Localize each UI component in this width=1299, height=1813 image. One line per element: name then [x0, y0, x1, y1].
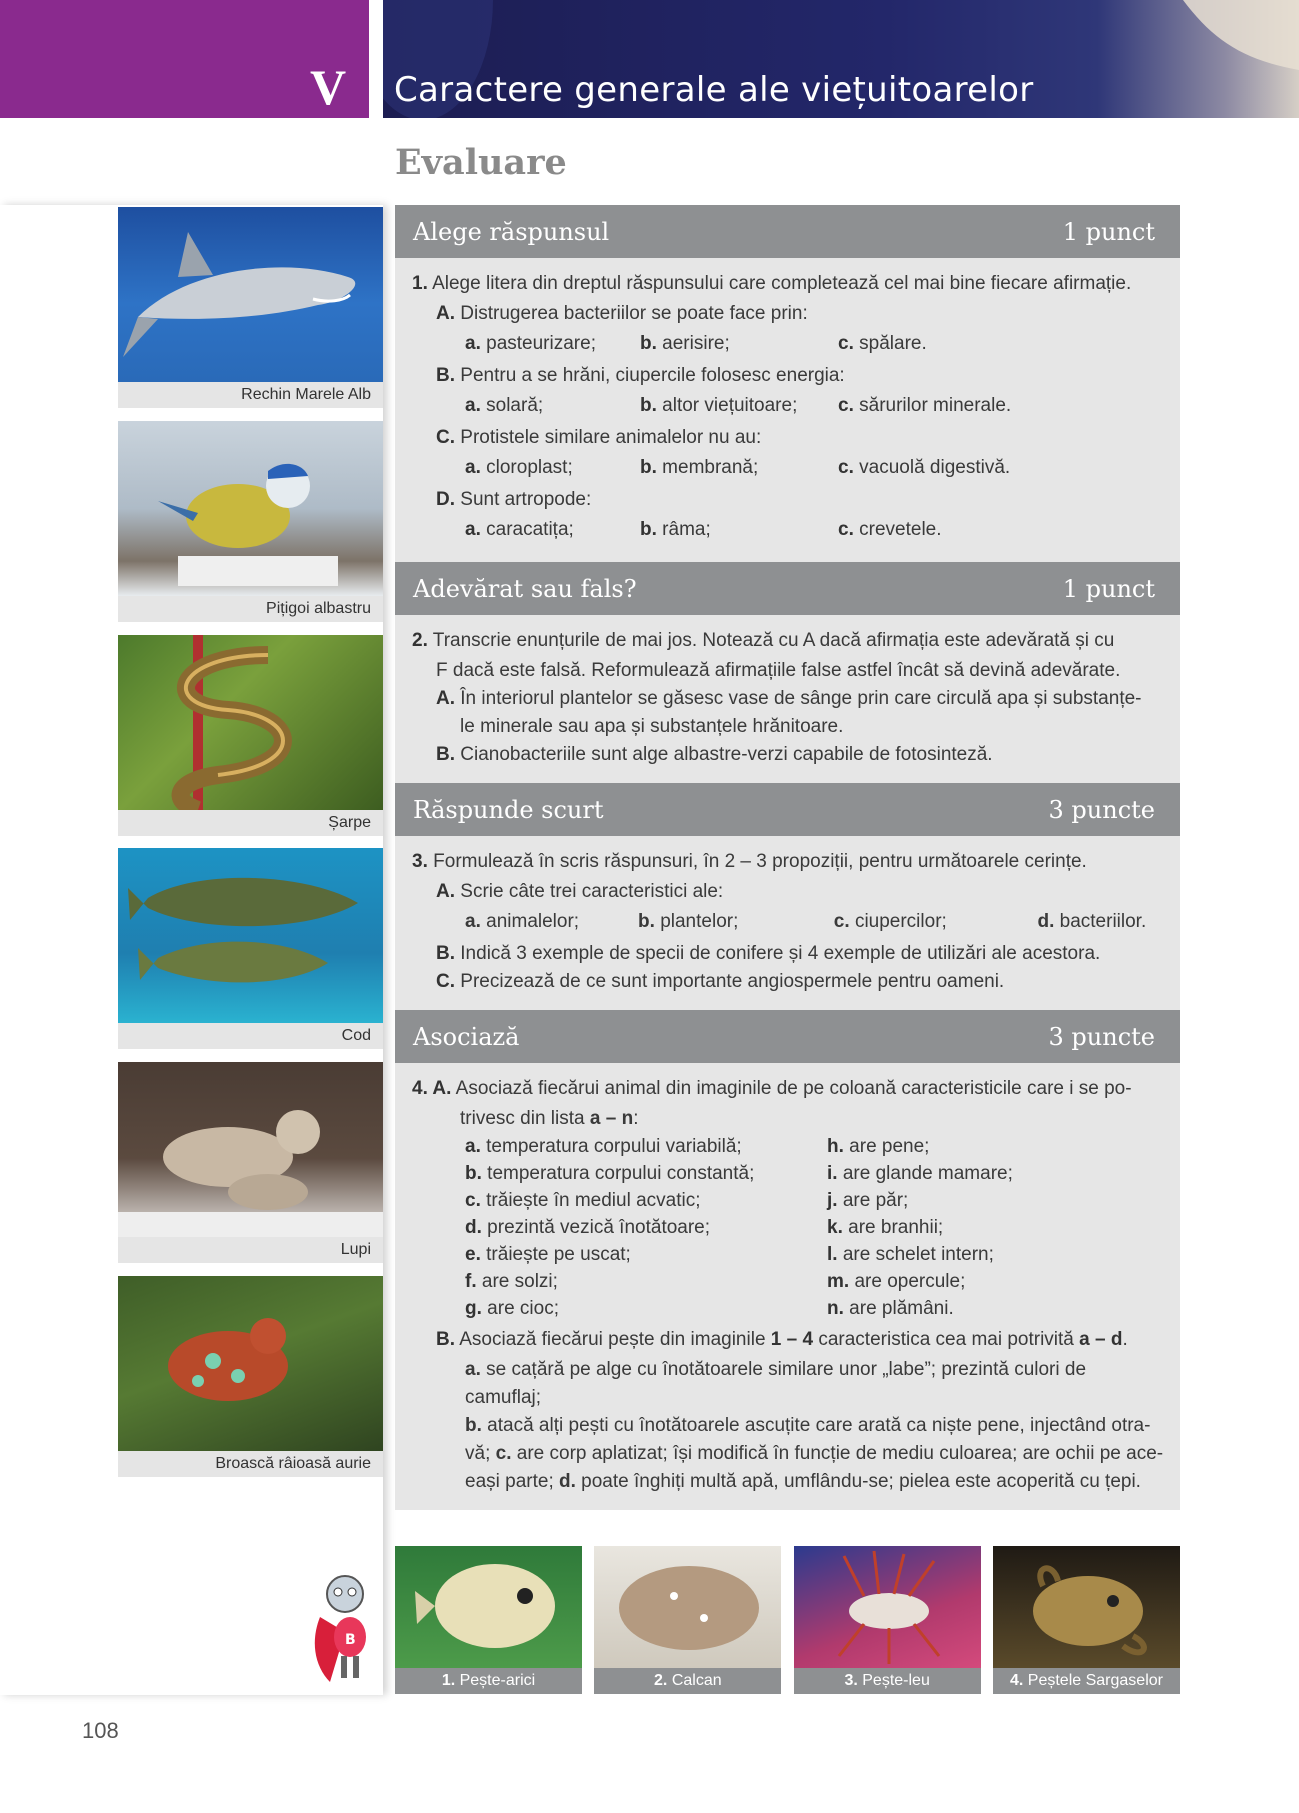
- option-letter: d.: [1037, 911, 1055, 932]
- option: [638, 908, 834, 936]
- item-text: are branhii;: [848, 1217, 944, 1238]
- fish-figure: [794, 1546, 981, 1694]
- fish-number: 2.: [654, 1672, 668, 1689]
- item-text: are păr;: [842, 1190, 909, 1211]
- fish-number: 4.: [1009, 1672, 1024, 1689]
- sub-label: A.: [436, 688, 455, 709]
- sub-question: [412, 486, 1166, 514]
- sub-question: [412, 878, 1166, 906]
- list-item: [827, 1187, 1187, 1214]
- text: se cațără pe alge cu înotătoarele similare unor „labe”; prezintă culori de camuflaj;: [465, 1359, 1087, 1408]
- sub-question: [412, 362, 1166, 390]
- section-title: Alege răspunsul: [413, 217, 610, 246]
- option-text: bacteriilor.: [1059, 911, 1147, 932]
- section-true-false: [395, 562, 1180, 783]
- sub-question: [412, 741, 1166, 769]
- item-text: temperatura corpului variabilă;: [486, 1136, 742, 1157]
- chapter-number: V: [310, 59, 347, 115]
- fish-caption: [395, 1668, 582, 1694]
- section-points: 1 punct: [1062, 217, 1155, 246]
- sub-text: În interiorul plantelor se găsesc vase de sânge prin care circulă apa și substanțe-: [460, 688, 1142, 709]
- item-letter: a.: [465, 1136, 481, 1157]
- item-letter: n.: [827, 1298, 844, 1319]
- sub-question: [412, 300, 1166, 328]
- caption: Lupi: [118, 1237, 383, 1263]
- sub-question: [412, 940, 1166, 968]
- option-letter: c.: [838, 395, 854, 416]
- flatfish-icon: [594, 1546, 781, 1668]
- option-text: râma;: [662, 519, 711, 540]
- sub-text: Distrugerea bacteriilor se poate face prin:: [460, 303, 808, 324]
- text: eași parte;: [465, 1471, 559, 1492]
- figure-wolves: [118, 1062, 383, 1263]
- section-points: 3 puncte: [1048, 1022, 1155, 1051]
- item-text: trăiește în mediul acvatic;: [486, 1190, 701, 1211]
- pufferfish-image: [395, 1546, 582, 1668]
- option-text: spălare.: [859, 333, 927, 354]
- item-text: prezintă vezică înotătoare;: [487, 1217, 711, 1238]
- question-text: Asociază fiecărui animal din imaginile de pe coloană caracteristicile care i se po-: [455, 1078, 1132, 1099]
- question: [412, 270, 1166, 298]
- option: [838, 330, 1013, 358]
- item-text: are solzi;: [481, 1271, 558, 1292]
- item-text: are cioc;: [487, 1298, 559, 1319]
- item-letter: m.: [827, 1271, 850, 1292]
- option-text: vacuolă digestivă.: [859, 457, 1011, 478]
- item-letter: d.: [465, 1217, 482, 1238]
- section-points: 1 punct: [1062, 574, 1155, 603]
- figure-bluetit: [118, 421, 383, 622]
- section-header: [395, 1010, 1180, 1063]
- question-number: 3.: [412, 851, 428, 872]
- section-title: Adevărat sau fals?: [413, 574, 637, 603]
- item-letter: d.: [559, 1471, 576, 1492]
- question-text-cont: F dacă este falsă. Reformulează afirmațiile false astfel încât să devină adevărate.: [436, 660, 1121, 681]
- option-letter: c.: [833, 911, 850, 932]
- text: .: [1122, 1329, 1128, 1350]
- lionfish-image: [794, 1546, 981, 1668]
- sub-label: B.: [436, 365, 455, 386]
- item-letter: e.: [465, 1244, 481, 1265]
- option-text: plantelor;: [660, 911, 739, 932]
- list-item: [827, 1241, 1187, 1268]
- item-text: are pene;: [849, 1136, 930, 1157]
- list-item: [465, 1295, 827, 1322]
- option-text: ciupercilor;: [854, 911, 947, 932]
- figure-cod: [118, 848, 383, 1049]
- option-text: membrană;: [662, 457, 759, 478]
- text: caracteristica cea mai potrivită: [813, 1329, 1080, 1350]
- question: [412, 848, 1166, 876]
- page-title: Evaluare: [395, 142, 567, 183]
- shark-image: [118, 207, 383, 382]
- caption: Șarpe: [118, 810, 383, 836]
- option: [465, 454, 640, 482]
- item-text: are schelet intern;: [842, 1244, 994, 1265]
- question: [412, 1075, 1166, 1103]
- fish-name: Calcan: [671, 1672, 722, 1689]
- question-text: Alege litera din dreptul răspunsului care completează cel mai bine fiecare afirmație.: [432, 273, 1132, 294]
- list-item: [465, 1187, 827, 1214]
- option-letter: a.: [465, 457, 481, 478]
- section-title: Răspunde scurt: [413, 795, 604, 824]
- fish-figure: [594, 1546, 781, 1694]
- snake-icon: [118, 635, 383, 810]
- text: trivesc din lista: [460, 1108, 590, 1129]
- item-letter: i.: [827, 1163, 838, 1184]
- option: [465, 330, 640, 358]
- frog-icon: [118, 1276, 383, 1451]
- item-text: trăiește pe uscat;: [486, 1244, 631, 1265]
- bird-icon: [118, 421, 383, 596]
- question: [412, 627, 1166, 655]
- sub-text: Protistele similare animalelor nu au:: [460, 427, 762, 448]
- shark-icon: [118, 207, 383, 382]
- fish-icon: [118, 848, 383, 1023]
- item-letter: c.: [465, 1190, 481, 1211]
- section-title: Asociază: [413, 1022, 520, 1051]
- section-choose-answer: [395, 205, 1180, 562]
- text: :: [633, 1108, 639, 1129]
- option-letter: c.: [838, 333, 854, 354]
- question-number: 1.: [412, 273, 428, 294]
- wolves-image: [118, 1062, 383, 1237]
- pufferfish-icon: [395, 1546, 582, 1668]
- text: are corp aplatizat; își modifică în funcție de mediu culoarea; are ochii pe ace-: [511, 1443, 1164, 1464]
- flatfish-image: [594, 1546, 781, 1668]
- sub-label: A.: [436, 303, 455, 324]
- question-text: Transcrie enunțurile de mai jos. Notează cu A dacă afirmația este adevărată și cu: [432, 630, 1115, 651]
- item-letter: b.: [465, 1163, 482, 1184]
- options-row: [412, 908, 1166, 936]
- option-text: altor viețuitoare;: [662, 395, 798, 416]
- options-row: [412, 454, 1166, 482]
- text: vă;: [465, 1443, 496, 1464]
- fish-characteristics: [412, 1356, 1166, 1496]
- sub-text: Pentru a se hrăni, ciupercile folosesc energia:: [460, 365, 845, 386]
- option-text: animalelor;: [486, 911, 580, 932]
- fish-caption: [794, 1668, 981, 1694]
- option-letter: b.: [640, 519, 657, 540]
- option: [640, 392, 838, 420]
- fish-figure: [993, 1546, 1180, 1694]
- options-row: [412, 516, 1166, 544]
- section-header: [395, 205, 1180, 258]
- option: [838, 454, 1013, 482]
- section-short-answer: [395, 783, 1180, 1010]
- item-letter: j.: [827, 1190, 838, 1211]
- option-letter: c.: [838, 519, 854, 540]
- fish-figure: [395, 1546, 582, 1694]
- text: Asociază fiecărui pește din imaginile: [459, 1329, 771, 1350]
- item-letter: k.: [827, 1217, 843, 1238]
- sub-text: Precizează de ce sunt importante angiospermele pentru oameni.: [460, 971, 1005, 992]
- wolf-icon: [118, 1062, 383, 1237]
- caption: Broască râioasă aurie: [118, 1451, 383, 1477]
- sub-text: Cianobacteriile sunt alge albastre-verzi capabile de fotosinteză.: [460, 744, 993, 765]
- option-text: crevetele.: [859, 519, 942, 540]
- line: [465, 1440, 1166, 1468]
- section-body: [395, 1063, 1180, 1510]
- option-letter: c.: [838, 457, 854, 478]
- option-text: caracatița;: [486, 519, 574, 540]
- fish-caption: [594, 1668, 781, 1694]
- caption: Rechin Marele Alb: [118, 382, 383, 408]
- option: [838, 392, 1013, 420]
- range: 1 – 4: [770, 1329, 814, 1350]
- option-text: solară;: [486, 395, 544, 416]
- option-letter: b.: [638, 911, 655, 932]
- option: [640, 330, 838, 358]
- sub-label: A.: [436, 881, 455, 902]
- section-header: [395, 783, 1180, 836]
- caption: Pițigoi albastru: [118, 596, 383, 622]
- snake-image: [118, 635, 383, 810]
- sub-label: D.: [436, 489, 455, 510]
- option: [838, 516, 1013, 544]
- section-header: [395, 562, 1180, 615]
- option: [465, 392, 640, 420]
- option: [465, 516, 640, 544]
- caption: Cod: [118, 1023, 383, 1049]
- sub-label: C.: [436, 971, 455, 992]
- chapter-title: Caractere generale ale viețuitoarelor: [394, 70, 1034, 110]
- option-text: pasteurizare;: [486, 333, 596, 354]
- section-points: 3 puncte: [1048, 795, 1155, 824]
- range: a – d: [1079, 1329, 1123, 1350]
- sub-text-cont: le minerale sau apa și substanțele hrănitoare.: [460, 716, 844, 737]
- list-item: [465, 1160, 827, 1187]
- list-item: [827, 1214, 1187, 1241]
- svg-text:B: B: [345, 1632, 356, 1648]
- evaluation-content: [395, 205, 1180, 1510]
- sub-label: C.: [436, 427, 455, 448]
- sub-label: B.: [436, 1329, 455, 1350]
- list-item: [465, 1268, 827, 1295]
- section-associate: [395, 1010, 1180, 1510]
- sub-label: B.: [436, 943, 455, 964]
- figure-frog: [118, 1276, 383, 1477]
- text: atacă alți pești cu înotătoarele ascuțite care arată ca niște pene, injectând otra-: [487, 1415, 1151, 1436]
- item-letter: h.: [827, 1136, 844, 1157]
- text: poate înghiți multă apă, umflându-se; pielea este acoperită cu țepi.: [575, 1471, 1141, 1492]
- item-text: are glande mamare;: [842, 1163, 1013, 1184]
- list-item: [465, 1133, 827, 1160]
- question-number: 4. A.: [412, 1078, 452, 1099]
- list-item: [827, 1295, 1187, 1322]
- fish-name: Pește-arici: [459, 1672, 536, 1689]
- item-letter: g.: [465, 1298, 482, 1319]
- fish-number: 1.: [441, 1672, 456, 1689]
- option-letter: b.: [640, 395, 657, 416]
- sub-text: Scrie câte trei caracteristici ale:: [460, 881, 724, 902]
- option: [1037, 908, 1166, 936]
- item-letter: b.: [465, 1415, 482, 1436]
- option-letter: b.: [640, 333, 657, 354]
- list-item: [827, 1133, 1187, 1160]
- option: [640, 516, 838, 544]
- frog-image: [118, 1276, 383, 1451]
- option: [834, 908, 1038, 936]
- image-sidebar: [0, 205, 383, 1695]
- item-text: temperatura corpului constantă;: [487, 1163, 755, 1184]
- list-item: [465, 1241, 827, 1268]
- item-letter: a.: [465, 1359, 481, 1380]
- figure-snake: [118, 635, 383, 836]
- sub-text: Sunt artropode:: [460, 489, 592, 510]
- option-text: aerisire;: [662, 333, 730, 354]
- option-text: sărurilor minerale.: [859, 395, 1012, 416]
- option-letter: a.: [465, 911, 481, 932]
- cod-image: [118, 848, 383, 1023]
- question-text-cont: [412, 1105, 1166, 1133]
- line: [465, 1412, 1166, 1440]
- options-row: [412, 330, 1166, 358]
- question-number: 2.: [412, 630, 428, 651]
- option: [465, 908, 638, 936]
- option-letter: b.: [640, 457, 657, 478]
- line: [465, 1356, 1166, 1412]
- fish-number: 3.: [844, 1672, 858, 1689]
- option: [640, 454, 838, 482]
- list-item: [827, 1268, 1187, 1295]
- item-text: are plămâni.: [849, 1298, 954, 1319]
- sub-question: [412, 424, 1166, 452]
- list-item: [465, 1214, 827, 1241]
- sub-question: [412, 1326, 1166, 1354]
- range: a – n: [589, 1108, 634, 1129]
- section-body: [395, 836, 1180, 1010]
- option-text: cloroplast;: [486, 457, 573, 478]
- sub-question: [412, 685, 1166, 713]
- characteristics-list: [412, 1133, 1166, 1322]
- item-letter: l.: [827, 1244, 838, 1265]
- list-item: [827, 1160, 1187, 1187]
- lionfish-icon: [794, 1546, 981, 1668]
- option-letter: a.: [465, 333, 481, 354]
- page-number: 108: [82, 1718, 119, 1743]
- fish-caption: [993, 1668, 1180, 1694]
- item-letter: c.: [495, 1443, 512, 1464]
- mascot-icon: [305, 1572, 385, 1690]
- section-body: [395, 258, 1180, 562]
- sargassumfish-icon: [993, 1546, 1180, 1668]
- option-letter: a.: [465, 519, 481, 540]
- question-text: Formulează în scris răspunsuri, în 2 – 3 propoziții, pentru următoarele cerințe.: [433, 851, 1087, 872]
- option-letter: a.: [465, 395, 481, 416]
- sub-question: [412, 968, 1166, 996]
- fish-name: Pește-leu: [862, 1672, 930, 1689]
- sub-label: B.: [436, 744, 455, 765]
- item-letter: f.: [465, 1271, 477, 1292]
- figure-shark: [118, 207, 383, 408]
- section-body: [395, 615, 1180, 783]
- bluetit-image: [118, 421, 383, 596]
- fish-name: Peștele Sargaselor: [1027, 1672, 1163, 1689]
- options-row: [412, 392, 1166, 420]
- fish-images-row: [395, 1546, 1180, 1694]
- sargassumfish-image: [993, 1546, 1180, 1668]
- line: [465, 1468, 1166, 1496]
- sub-text: Indică 3 exemple de specii de conifere și 4 exemple de utilizări ale acestora.: [460, 943, 1101, 964]
- item-text: are opercule;: [854, 1271, 966, 1292]
